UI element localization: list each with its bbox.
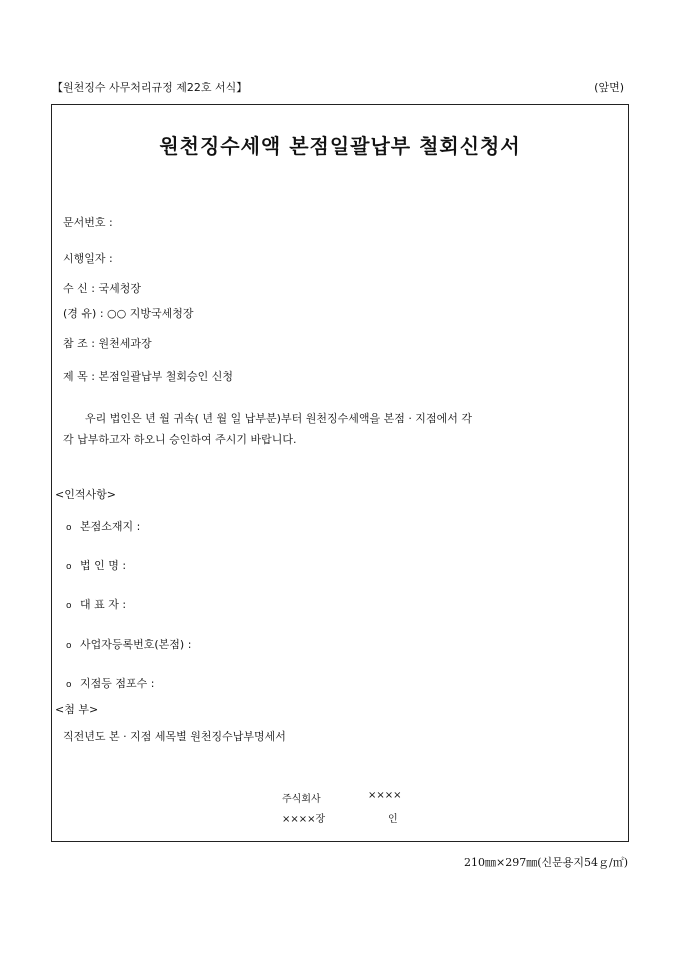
- signature-company-label: 주식회사: [282, 794, 321, 805]
- field-issue-date: 시행일자 :: [63, 252, 113, 265]
- item-business-registration: o 사업자등록번호(본점) :: [66, 638, 192, 651]
- bullet-icon: o: [66, 680, 72, 690]
- signature-head-title: ××××장: [282, 814, 326, 825]
- attachment-heading: <첨 부>: [55, 703, 99, 716]
- item-branch-count: o 지점등 점포수 :: [66, 677, 155, 690]
- attachment-text: 직전년도 본 · 지점 세목별 원천징수납부명세서: [63, 730, 286, 743]
- request-body: [63, 408, 623, 450]
- item-corporation-name: o 법 인 명 :: [66, 559, 127, 572]
- bullet-icon: o: [66, 601, 72, 611]
- request-body-line-1: 우리 법인은 년 월 귀속( 년 월 일 납부분)부터 원천징수세액을 본점 · 지점에서 각: [85, 412, 472, 425]
- field-document-number: 문서번호 :: [63, 216, 113, 229]
- item-representative: o 대 표 자 :: [66, 598, 127, 611]
- field-recipient: 수 신 : 국세청장: [63, 282, 141, 295]
- signature-seal: 인: [388, 814, 398, 825]
- bullet-icon: o: [66, 523, 72, 533]
- field-reference: 참 조 : 원천세과장: [63, 337, 152, 350]
- page-side-label: (앞면): [594, 81, 624, 94]
- personal-info-heading: <인적사항>: [55, 488, 116, 501]
- field-via: (경 유) : ○○ 지방국세청장: [63, 307, 194, 320]
- item-head-office-address: o 본점소재지 :: [66, 520, 141, 533]
- bullet-icon: o: [66, 562, 72, 572]
- form-reference: 【원천징수 사무처리규정 제22호 서식】: [52, 81, 248, 94]
- document-title: 원천징수세액 본점일괄납부 철회신청서: [159, 134, 521, 158]
- field-subject: 제 목 : 본점일괄납부 철회승인 신청: [63, 370, 233, 383]
- bullet-icon: o: [66, 641, 72, 651]
- paper-spec: 210㎜×297㎜(신문용지54ｇ/㎡): [464, 856, 628, 869]
- signature-company-name: ××××: [368, 790, 402, 801]
- request-body-line-2: 각 납부하고자 하오니 승인하여 주시기 바랍니다.: [63, 433, 297, 446]
